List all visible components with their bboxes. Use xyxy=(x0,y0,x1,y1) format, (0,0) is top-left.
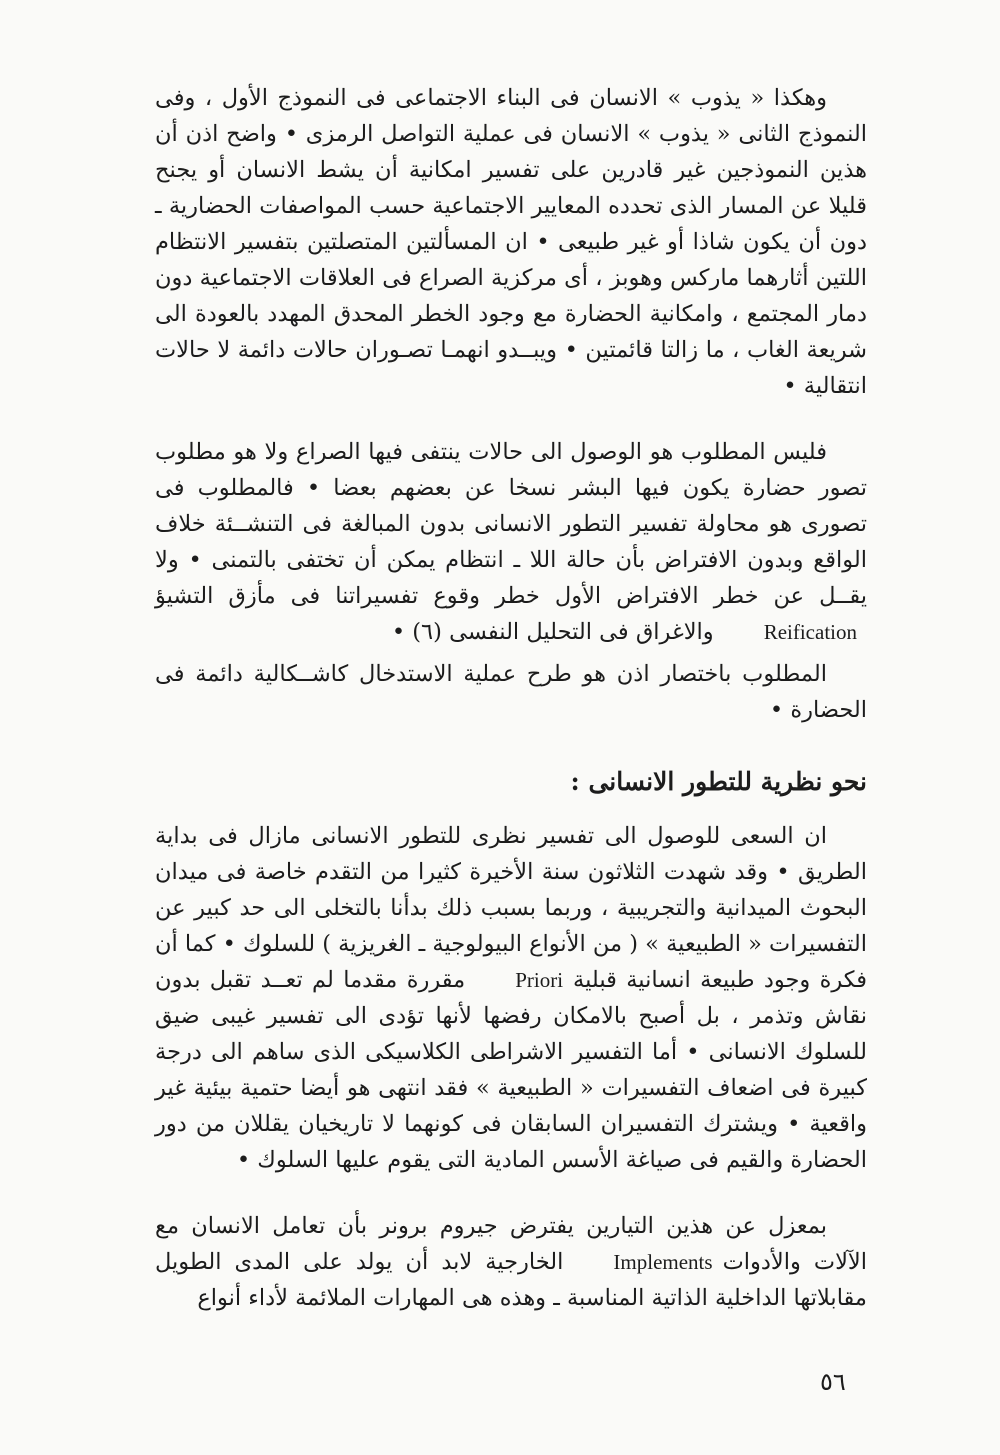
paragraph-2-text-a: فليس المطلوب هو الوصول الى حالات ينتفى فيها الصراع ولا هو مطلوب تصور حضارة يكون فيها البشر نسخا عن بعضهم بعضا • فالمطلوب فى تصورى هو محاولة تفسير التطور الانسانى بدون المبالغة فى التنشــئة خلاف الواقع وبدون الافتراض بأن حالة اللا ـ انتظام يمكن أن تختفى بالتمنى • ولا يقــل عن خطر الافتراض الأول خطر وقوع تفسيراتنا فى مأزق التشيؤ xyxy=(155,439,867,609)
section-heading: نحو نظرية للتطور الانسانى : xyxy=(570,767,867,796)
term-priori: Priori xyxy=(515,968,564,992)
paragraph-2-text-b: والاغراق فى التحليل النفسى (٦) • xyxy=(391,619,714,645)
paragraph-3: المطلوب باختصار اذن هو طرح عملية الاستدخال كاشــكالية دائمة فى الحضارة • xyxy=(155,661,867,723)
paragraph-4 xyxy=(155,818,867,1178)
paragraph-2 xyxy=(155,434,867,650)
paragraph-5-text-b: الخارجية لابد أن يولد على المدى الطويل مقابلاتها الداخلية الذاتية المناسبة ـ وهذه هى المهارات الملائمة لأداء أنواع xyxy=(155,1249,867,1311)
paragraph-4-text-a: ان السعى للوصول الى تفسير نظرى للتطور الانسانى مازال فى بداية الطريق • وقد شهدت الثلاثون سنة الأخيرة كثيرا من التقدم خاصة فى ميدان البحوث الميدانية والتجريبية ، وربما بسبب ذلك بدأنا بالتخلى الى حد كبير عن التفسيرات « الطبيعية » ( من الأنواع البيولوجية ـ الغريزية ) للسلوك • كما أن فكرة وجود طبيعة انسانية قبلية xyxy=(154,823,867,993)
page-number: ٥٦ xyxy=(820,1368,846,1396)
paragraph-1: وهكذا « يذوب » الانسان فى البناء الاجتماعى فى النموذج الأول ، وفى النموذج الثانى « يذوب » الانسان فى عملية التواصل الرمزى • واضح اذن أن هذين النموذجين غير قادرين على تفسير امكانية أن يشط الانسان أو يجنح قليلا عن المسار الذى تحدده المعايير الاجتماعية حسب المواصفات الحضارية ـ دون أن يكون شاذا أو غير طبيعى • ان المسألتين المتصلتين بتفسير الانتظام اللتين أثارهما ماركس وهوبز ، أى مركزية الصراع فى العلاقات الاجتماعية دون دمار المجتمع ، وامكانية الحضارة مع وجود الخطر المحدق المهدد بالعودة الى شريعة الغاب ، ما زالتا قائمتين • ويبــدو انهمـا تصـوران حالات دائمة لا حالات انتقالية • xyxy=(155,85,867,399)
paragraph-5 xyxy=(155,1208,867,1316)
paragraph-5-text-a: بمعزل عن هذين التيارين يفترض جيروم برونر بأن تعامل الانسان مع الآلات والأدوات xyxy=(155,1213,867,1275)
page-body xyxy=(155,80,867,1316)
term-implements: Implements xyxy=(613,1250,713,1274)
term-reification: Reification xyxy=(763,620,857,644)
paragraph-4-text-b: مقررة مقدما لم تعــد تقبل بدون نقاش وتذمر ، بل أصبح بالامكان رفضها لأنها تؤدى الى تفسير غيبى ضيق للسلوك الانسانى • أما التفسير الاشراطى الكلاسيكى الذى ساهم الى درجة كبيرة فى اضعاف التفسيرات « الطبيعية » فقد انتهى هو أيضا حتمية بيئية غير واقعية • ويشترك التفسيران السابقان فى كونهما لا تاريخيان يقللان من دور الحضارة والقيم فى صياغة الأسس المادية التى يقوم عليها السلوك • xyxy=(155,967,867,1173)
